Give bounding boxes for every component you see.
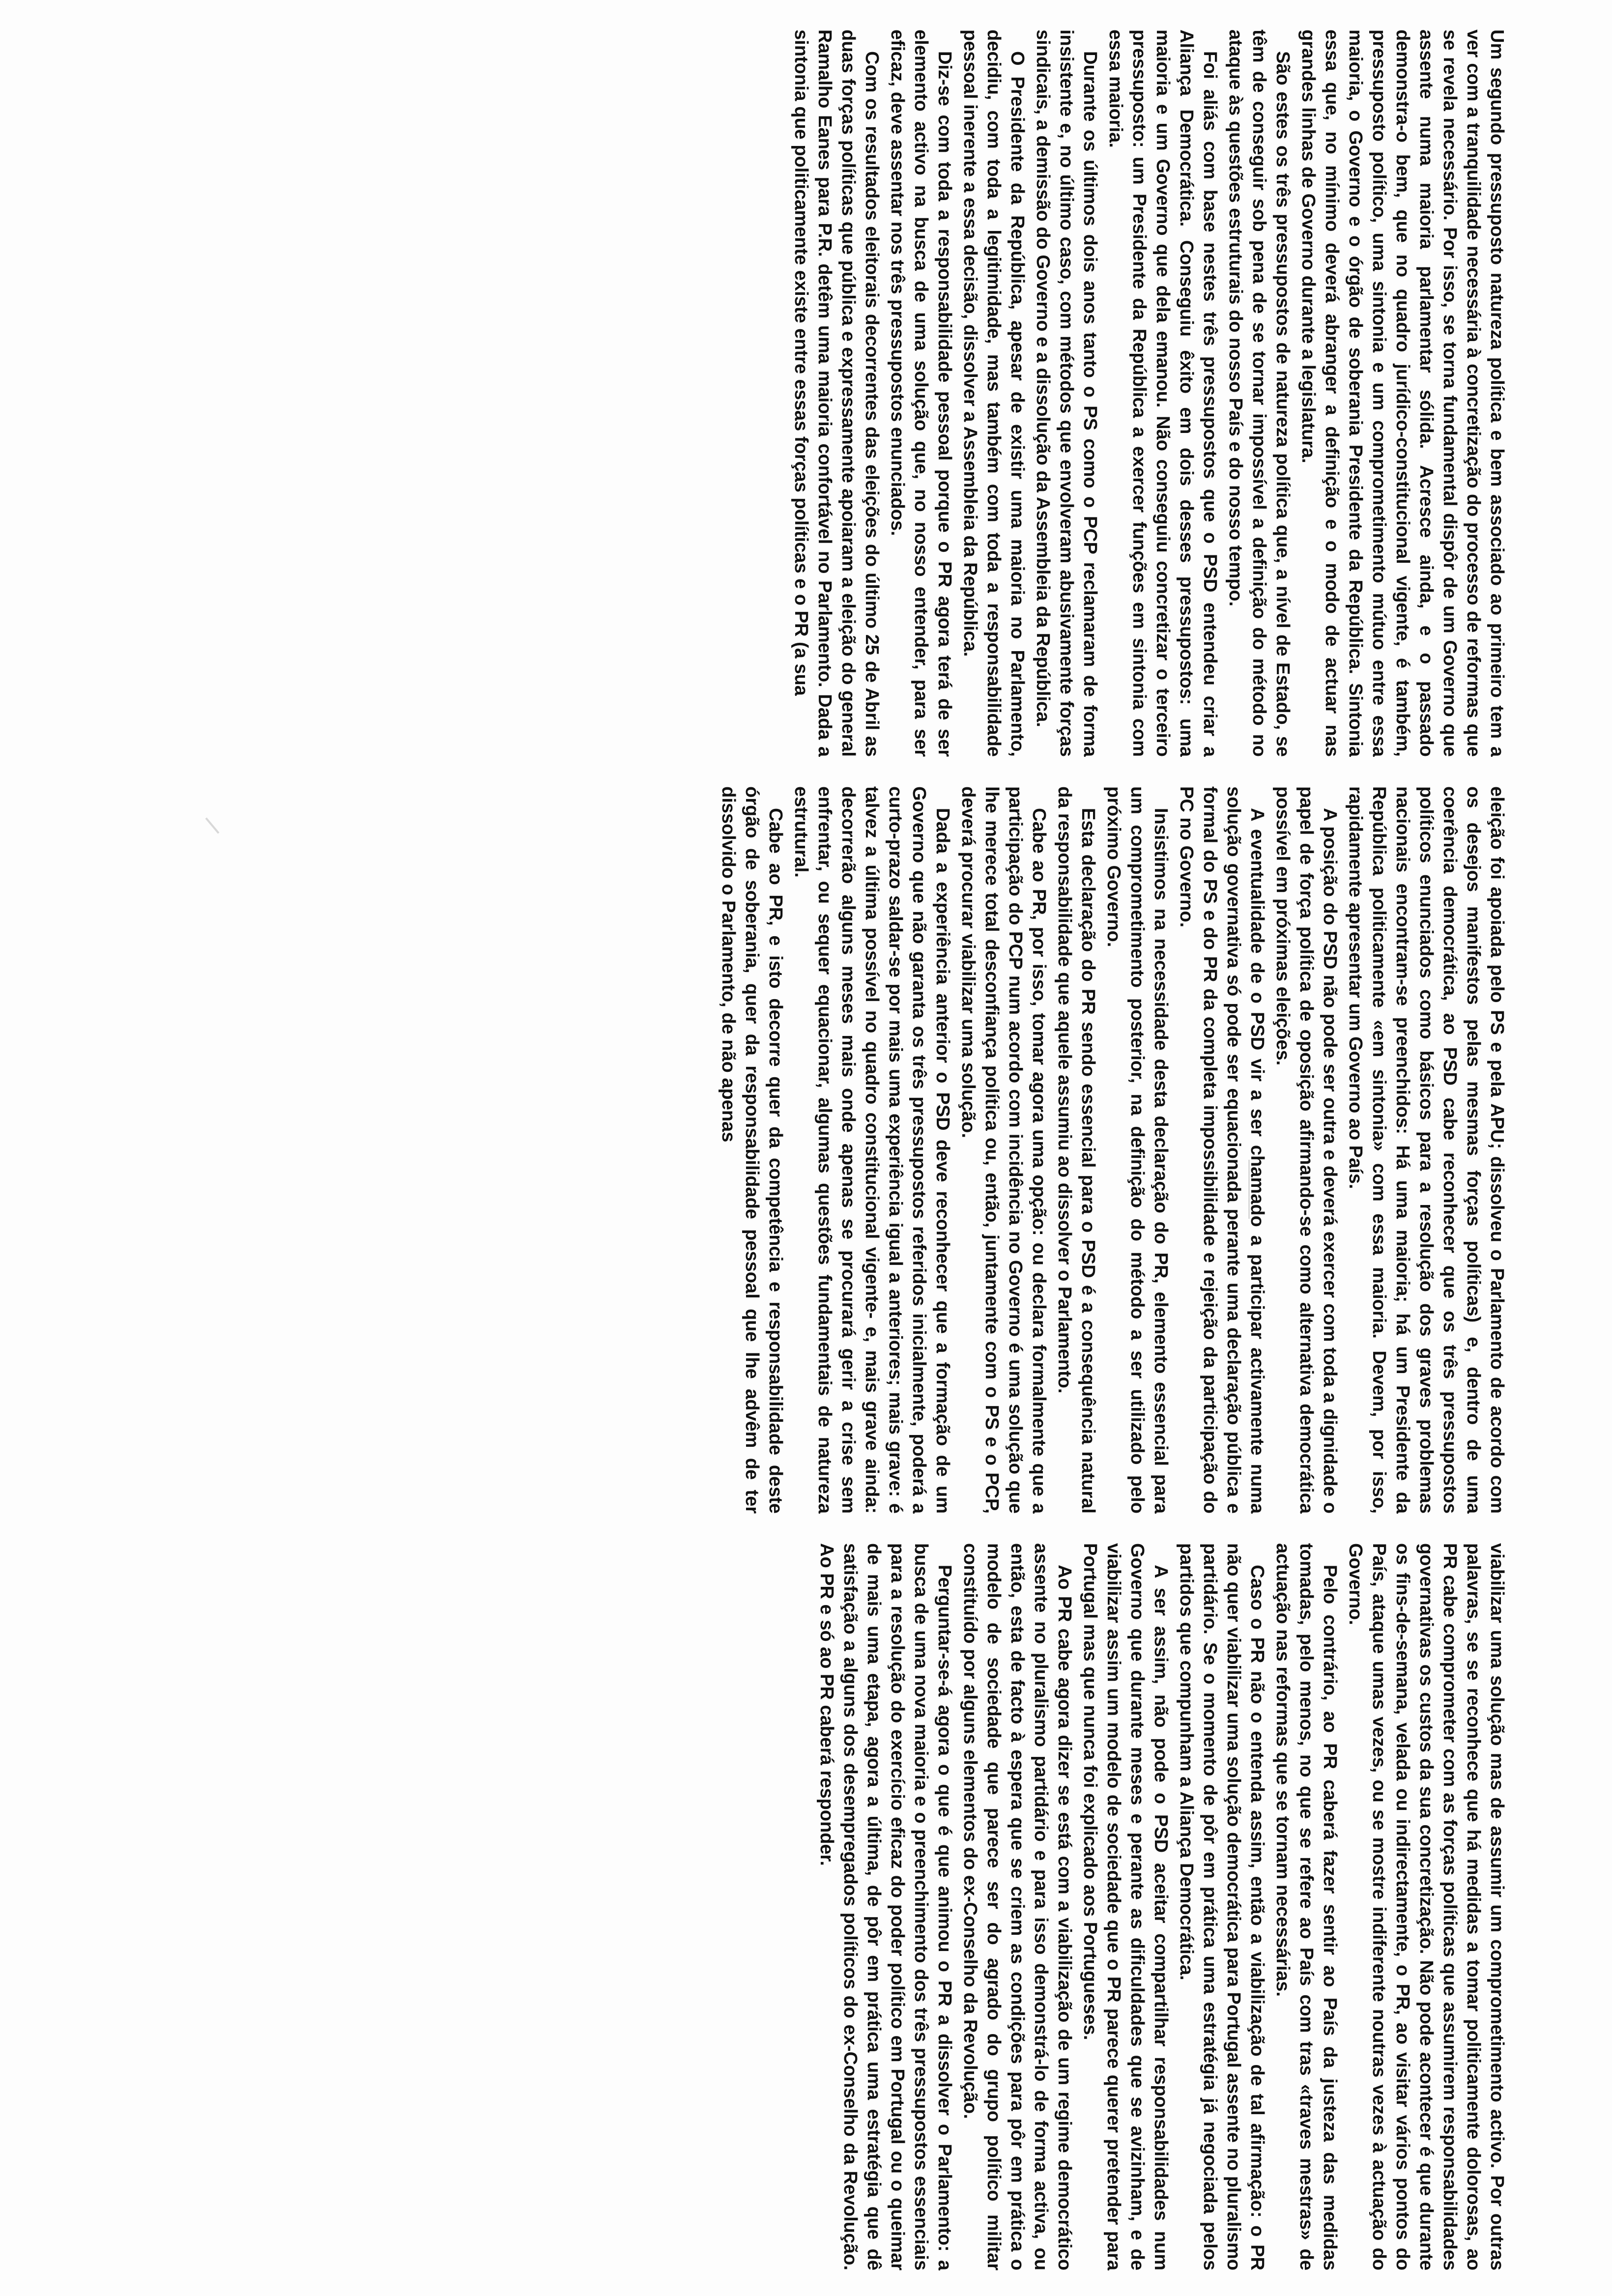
column-3 [408,1543,1509,2270]
paragraph: Foi aliás com base nestes três pressupostos que o PSD entendeu criar a Aliança Democrática. Conseguiu êxito em dois desses pressupostos: uma maioria e um Governo que dela emanou. Não conseguiu concretizar o terceiro pressuposto: um Presidente da República a exercer funções em sintonia com essa maioria. [1105,29,1220,757]
paragraph: Cabe ao PR, por isso, tomar agora uma opção: ou declara formalmente que a participação do PCP num acordo com incidência no Governo é uma solução que lhe merece total desconfiança política ou, então, juntamente com o PS e o PCP, deverá procurar viabilizar uma solução. [958,786,1049,1514]
paragraph: eleição foi apoiada pelo PS e pela APU; dissolveu o Parlamento de acordo com os desejos manifestos pelas mesmas forças políticas) e, dentro de uma coerência democrática, ao PSD cabe reconhecer que os três pressupostos políticos enunciados como básicos para a resolução dos graves problemas nacionais encontram-se preenchidos: Há uma maioria; há um Presidente da República politicamente «em sintonia» com essa maioria. Devem, por isso, rapidamente apresentar um Governo ao País. [1345,786,1507,1514]
rotated-text-block [408,29,1509,2270]
scan-mark [205,817,220,833]
paragraph: Cabe ao PR, e isto decorre quer da competência e responsabilidade deste órgão de soberania, quer da responsabilidade pessoal que lhe advêm de ter dissolvido o Parlamento, de não apenas [718,786,786,1514]
paragraph: Esta declaração do PR sendo essencial para o PSD é a consequência natural da responsabilidade que aquele assumiu ao dissolver o Parlamento. [1054,786,1098,1514]
paragraph: Insistimos na necessidade desta declaração do PR, elemento essencial para um comprometimento posterior, na definição do método a ser utilizado pelo próximo Governo. [1103,786,1171,1514]
paragraph: A eventualidade de o PSD vir a ser chamado a participar activamente numa solução governativa só pode ser equacionada perante uma declaração pública e formal do PS e do PR da completa impossibilidade e rejeição da participação do PC no Governo. [1176,786,1267,1514]
paragraph: A ser assim, não pode o PSD aceitar compartilhar responsabilidades num Governo que durante meses e perante as dificuldades que se avizinham, e de viabilizar assim um modelo de sociedade que o PR parece querer pretender para Portugal mas que nunca foi explicado aos Portugueses. [1080,1543,1171,2270]
paragraph: Um segundo pressuposto natureza política e bem associado ao primeiro tem a ver com a tranquilidade necessária à concretização do processo de reformas que se revela necessário. Por isso, se torna fundamental dispôr de um Governo que assente numa maioria parlamentar sólida. Acresce ainda, e o passado demonstra-o bem, que no quadro jurídico-constitucional vigente, é também, pressuposto político, uma sintonia e um comprometimento mútuo entre essa maioria, o Governo e o órgão de soberania Presidente da República. Sintonia essa que, no mínimo deverá abranger a definição e o modo de actuar nas grandes linhas de Governo durante a legislatura. [1298,29,1507,757]
paragraph: Caso o PR não o entenda assim, então a viabilização de tal afirmação: o PR não quer viabilizar uma solução democrática para Portugal assente no pluralismo partidário. Se o momento de pôr em prática uma estratégia já negociada pelos partidos que compunham a Aliança Democrática. [1176,1543,1267,2270]
paragraph: São estes os três pressupostos de natureza política que, a nível de Estado, se têm de conseguir sob pena de se tornar impossível a definição do método no ataque às questões estruturais do nosso País e do nosso tempo. [1225,29,1293,757]
paragraph: O Presidente da República, apesar de existir uma maioria no Parlamento, decidiu, com toda a legitimidade, mas também com toda a responsabilidade pessoal inerente a essa decisão, dissolver a Assembleia da República. [960,29,1028,757]
paragraph: A posição do PSD não pode ser outra e deverá exercer com toda a dignidade o papel de força política de oposição afirmando-se como alternativa democrática possível em próximas eleições. [1272,786,1340,1514]
paragraph: Dada a experiência anterior o PSD deve reconhecer que a formação de um Governo que não garanta os três pressupostos referidos inicialmente, poderá a curto-prazo saldar-se por mais uma experiência igual a anteriores; mais grave: é talvez a última possível no quadro constitucional vigente- e, mais grave ainda: decorrerão alguns meses mais onde apenas se procurará gerir a crise sem enfrentar, ou sequer equacionar, algumas questões fundamentais de natureza estrutural. [791,786,953,1514]
paragraph: Ao PR cabe agora dizer se está com a viabilização de um regime democrático assente no pluralismo partidário e para isso demonstrá-lo de forma activa, ou então, esta de facto à espera que se criem as condições para pôr em prática o modelo de sociedade que parece ser do agrado do grupo político militar constituído por alguns elementos do ex-Conselho da Revolução. [960,1543,1075,2270]
paragraph: Durante os últimos dois anos tanto o PS como o PCP reclamaram de forma insistente e, no último caso, com métodos que envolveram abusivamente forças sindicais, a demissão do Governo e a dissolução da Assembleia da República. [1033,29,1100,757]
paragraph: Diz-se com toda a responsabilidade pessoal porque o PR agora terá de ser elemento activo na busca de uma solução que, no nosso entender, para ser eficaz, deve assentar nos três pressupostos enunciados. [887,29,955,757]
column-1 [408,29,1509,757]
paragraph: viabilizar uma solução mas de assumir um comprometimento activo. Por outras palavras, se se reconhece que há medidas a tomar politicamente dolorosas, ao PR cabe comprometer com as forças políticas que assumirem responsabilidades governativas os custos da sua concretização. Não pode acontecer é que durante os fins-de-semana, velada ou indirectamente, o PR, ao visitar vários pontos do País, ataque umas vezes, ou se mostre indiferente noutras vezes à actuação do Governo. [1345,1543,1507,2270]
paragraph: Com os resultados eleitorais decorrentes das eleições do último 25 de Abril as duas forças políticas que pública e expressamente apoiaram a eleição do general Ramalho Eanes para P.R. detêm uma maioria confortável no Parlamento. Dada a sintonia que politicamente existe entre essas forças políticas e o PR (a sua [791,29,882,757]
column-2 [408,786,1509,1514]
article-columns [408,29,1509,2270]
paragraph: Perguntar-se-á agora o que é que animou o PR a dissolver o Parlamento: a busca de uma nova maioria e o preenchimento dos três pressupostos essenciais para a resolução do exercício eficaz do poder político em Portugal ou o queimar de mais uma etapa, agora a última, de pôr em prática uma estratégia que dê satisfação a alguns dos desempregados políticos do ex-Conselho da Revolução. Ao PR e só ao PR caberá responder. [816,1543,955,2270]
paragraph: Pelo contrário, ao PR caberá fazer sentir ao País da justeza das medidas tomadas, pelo menos, no que se refere ao País com tras «traves mestras» de actuação nas reformas que se tornam necessárias. [1272,1543,1340,2270]
